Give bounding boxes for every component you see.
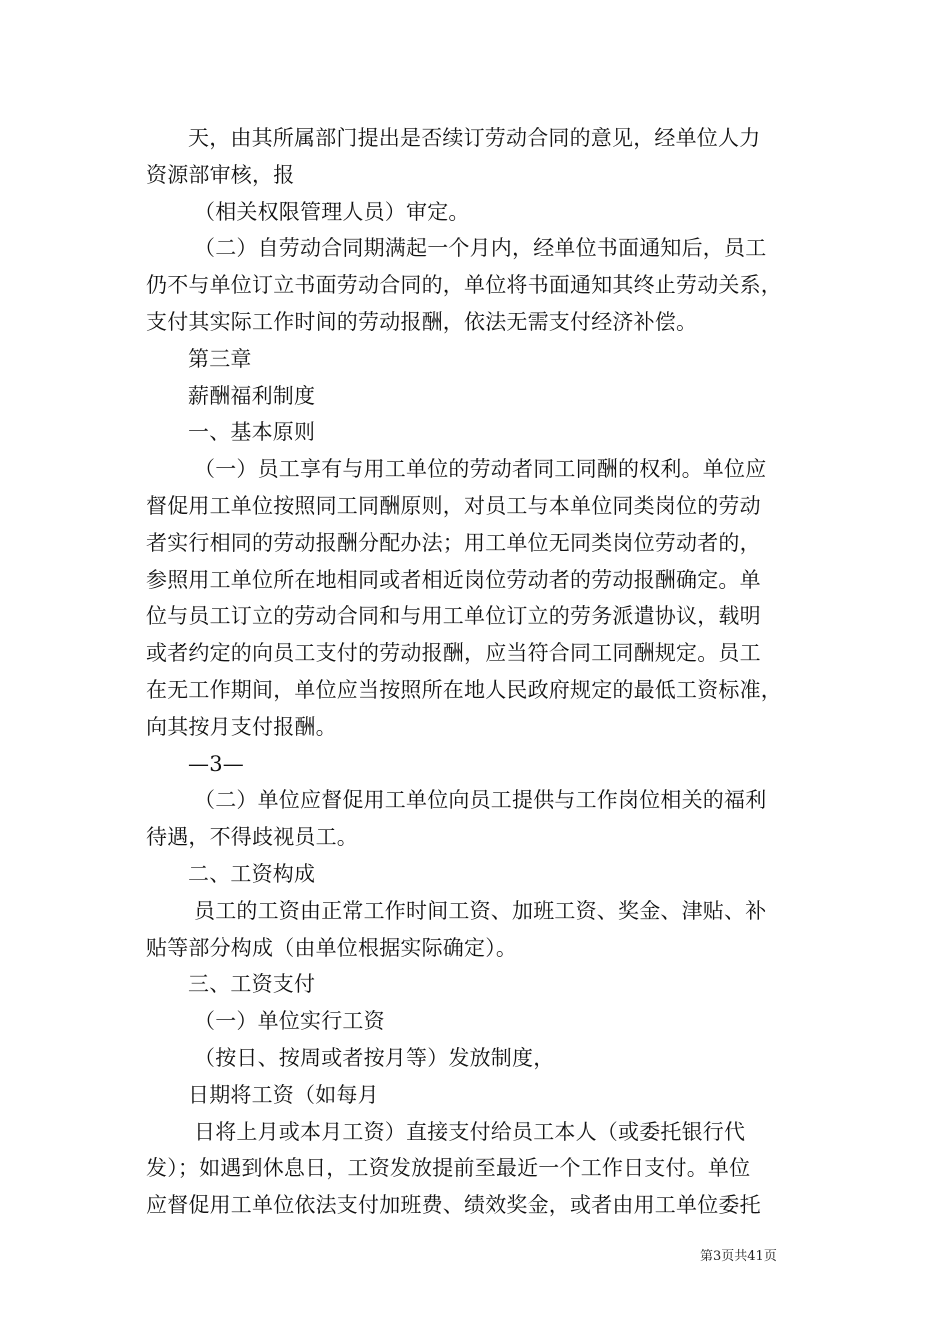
text-line: 仍不与单位订立书面劳动合同的，单位将书面通知其终止劳动关系， (146, 273, 782, 298)
page-number-footer: 第3页共41页 (700, 1249, 777, 1264)
text-line: 员工的工资由正常工作时间工资、加班工资、奖金、津贴、补 (194, 898, 767, 923)
text-line: 参照用工单位所在地相同或者相近岗位劳动者的劳动报酬确定。单 (146, 567, 761, 592)
text-line: （二）自劳动合同期满起一个月内，经单位书面通知后，员工 (194, 236, 767, 261)
text-line: 或者约定的向员工支付的劳动报酬，应当符合同工同酬规定。员工 (146, 641, 761, 666)
text-line: 者实行相同的劳动报酬分配办法；用工单位无同类岗位劳动者的， (146, 530, 761, 555)
text-line: 待遇，不得歧视员工。 (146, 825, 358, 850)
text-line: 应督促用工单位依法支付加班费、绩效奖金，或者由用工单位委托 (146, 1193, 761, 1218)
text-line: 贴等部分构成（由单位根据实际确定）。 (146, 935, 518, 960)
text-line: 发）；如遇到休息日，工资发放提前至最近一个工作日支付。单位 (146, 1156, 751, 1181)
text-line: 位与员工订立的劳动合同和与用工单位订立的劳务派遣协议，载明 (146, 604, 761, 629)
text-line: 日期将工资（如每月 (188, 1082, 379, 1107)
text-line: 第三章 (188, 346, 252, 371)
text-line: 资源部审核，报 (146, 162, 295, 187)
text-line: 三、工资支付 (188, 972, 316, 997)
text-line: 日将上月或本月工资）直接支付给员工本人（或委托银行代 (194, 1119, 746, 1144)
text-line: 薪酬福利制度 (188, 383, 316, 408)
text-line: 在无工作期间，单位应当按照所在地人民政府规定的最低工资标准， (146, 677, 782, 702)
text-line: —3— (188, 751, 244, 776)
text-line: （相关权限管理人员）审定。 (194, 199, 470, 224)
text-line: 天，由其所属部门提出是否续订劳动合同的意见，经单位人力 (188, 126, 761, 150)
text-line: （一）员工享有与用工单位的劳动者同工同酬的权利。单位应 (194, 457, 767, 482)
text-line: （按日、按周或者按月等）发放制度， (194, 1045, 555, 1070)
text-line: 向其按月支付报酬。 (146, 714, 337, 739)
text-line: （二）单位应督促用工单位向员工提供与工作岗位相关的福利 (194, 788, 767, 813)
text-line: 一、基本原则 (188, 420, 316, 445)
text-line: （一）单位实行工资 (194, 1009, 385, 1034)
text-line: 督促用工单位按照同工同酬原则，对员工与本单位同类岗位的劳动 (146, 493, 761, 518)
text-line: 二、工资构成 (188, 861, 316, 886)
text-line: 支付其实际工作时间的劳动报酬，依法无需支付经济补偿。 (146, 309, 698, 334)
document-body (146, 120, 818, 1224)
